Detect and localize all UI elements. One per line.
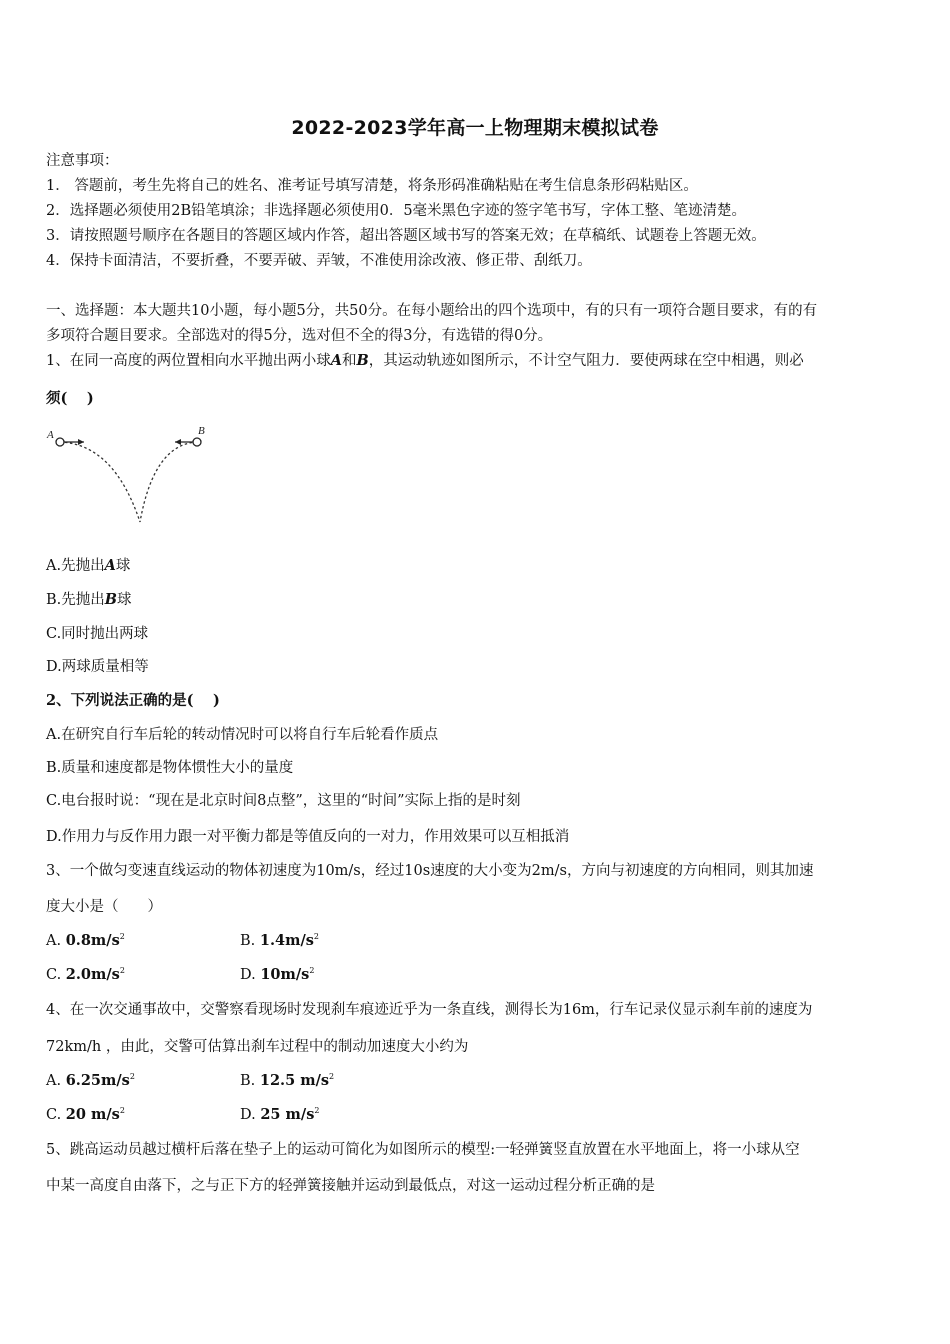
option-label: C. (46, 1107, 62, 1123)
page-title: 2022-2023学年高一上物理期末模拟试卷 (291, 117, 659, 139)
question-2-option-b: B.质量和速度都是物体惯性大小的量度 (46, 760, 294, 776)
question-5-stem-line-1: 5、跳高运动员越过横杆后落在垫子上的运动可简化为如图所示的模型:一轻弹簧竖直放置在水平地面上，将一小球从空 (46, 1142, 800, 1158)
question-3-stem-line-1: 3、一个做匀变速直线运动的物体初速度为10m/s，经过10s速度的大小变为2m/s，方向与初速度的方向相同，则其加速 (46, 863, 814, 879)
option-label: D. (240, 967, 256, 983)
notice-item-1: 1． 答题前，考生先将自己的姓名、准考证号填写清楚，将条形码准确粘贴在考生信息条形码粘贴区。 (46, 178, 698, 194)
option-value: 1.4m/s (259, 932, 314, 949)
option-value: 0.8m/s (65, 932, 120, 949)
ball-b-label: B (356, 352, 369, 369)
option-text: 球 (117, 592, 132, 608)
notice-item-3: 3．请按照题号顺序在各题目的答题区域内作答，超出答题区域书写的答案无效；在草稿纸、试题卷上答题无效。 (46, 228, 766, 244)
option-label: A. (46, 1073, 62, 1089)
ball-b (193, 438, 201, 446)
option-exponent: 2 (129, 1072, 135, 1081)
question-4-stem-line-2: 72km/h ，由此，交警可估算出刹车过程中的制动加速度大小约为 (46, 1039, 469, 1055)
question-3-option-c (46, 965, 125, 985)
option-variable: A (104, 557, 116, 574)
question-4-option-a (46, 1071, 135, 1091)
question-4-option-b (240, 1071, 334, 1091)
option-value: 10m/s (260, 966, 310, 983)
question-2-option-c: C.电台报时说：“现在是北京时间8点整”，这里的“时间”实际上指的是时刻 (46, 793, 521, 809)
question-2-option-d: D.作用力与反作用力跟一对平衡力都是等值反向的一对力，作用效果可以互相抵消 (46, 829, 570, 845)
question-1-stem (46, 351, 804, 371)
question-2-stem: 2、下列说法正确的是( ) (46, 692, 220, 709)
notice-item-4: 4．保持卡面清洁，不要折叠，不要弄破、弄皱，不准使用涂改液、修正带、刮纸刀。 (46, 253, 592, 269)
option-exponent: 2 (329, 1072, 335, 1081)
option-text: A.先抛出 (46, 558, 105, 574)
option-text: B.先抛出 (46, 592, 105, 608)
option-exponent: 2 (119, 1106, 125, 1115)
question-1-stem-part-1: 1、在同一高度的两位置相向水平抛出两小球 (46, 353, 331, 369)
question-3-option-d (240, 965, 314, 985)
question-3-option-b (240, 931, 319, 951)
option-value: 20 m/s (65, 1106, 120, 1123)
question-1-stem-line-2: 须( ) (46, 390, 94, 407)
question-4-option-d (240, 1105, 319, 1125)
question-1-option-c: C.同时抛出两球 (46, 626, 149, 642)
option-value: 6.25m/s (65, 1072, 130, 1089)
trajectory-a-curve (60, 442, 140, 522)
question-1-option-b (46, 590, 132, 610)
question-1-option-a (46, 556, 130, 576)
option-exponent: 2 (314, 1106, 320, 1115)
question-1-stem-part-3: ，其运动轨迹如图所示，不计空气阻力．要使两球在空中相遇，则必 (368, 353, 804, 369)
option-label: C. (46, 967, 62, 983)
question-1-option-d: D.两球质量相等 (46, 659, 149, 675)
velocity-arrowhead-a (78, 439, 84, 445)
notice-item-2: 2．选择题必须使用2B铅笔填涂；非选择题必须使用0．5毫米黑色字迹的签字笔书写，字体工整、笔迹清楚。 (46, 203, 747, 219)
ball-a (56, 438, 64, 446)
option-label: B. (240, 1073, 256, 1089)
option-label: D. (240, 1107, 256, 1123)
option-label: B. (240, 933, 256, 949)
option-value: 12.5 m/s (259, 1072, 330, 1089)
question-4-stem-line-1: 4、在一次交通事故中，交警察看现场时发现刹车痕迹近乎为一条直线，测得长为16m，行车记录仪显示刹车前的速度为 (46, 1002, 813, 1018)
question-3-stem-line-2: 度大小是（ ） (46, 899, 162, 915)
figure-label-a: A (47, 429, 54, 441)
section-instructions-line-1: 一、选择题：本大题共10小题，每小题5分，共50分。在每小题给出的四个选项中，有的只有一项符合题目要求，有的有 (46, 303, 818, 319)
option-value: 2.0m/s (65, 966, 120, 983)
figure-label-b: B (198, 425, 205, 437)
question-1-stem-part-2: 和 (342, 353, 357, 369)
question-4-option-c (46, 1105, 125, 1125)
option-value: 25 m/s (260, 1106, 315, 1123)
option-exponent: 2 (119, 932, 125, 941)
section-instructions-line-2: 多项符合题目要求。全部选对的得5分，选对但不全的得3分，有选错的得0分。 (46, 328, 553, 344)
option-exponent: 2 (119, 966, 125, 975)
option-exponent: 2 (309, 966, 315, 975)
velocity-arrowhead-b (175, 439, 181, 445)
option-exponent: 2 (313, 932, 319, 941)
projectile-trajectory-figure (42, 418, 222, 530)
question-3-option-a (46, 931, 125, 951)
question-5-stem-line-2: 中某一高度自由落下，之与正下方的轻弹簧接触并运动到最低点，对这一运动过程分析正确的是 (46, 1178, 655, 1194)
trajectory-b-curve (140, 442, 197, 522)
option-text: 球 (115, 558, 131, 574)
option-label: A. (46, 933, 62, 949)
option-variable: B (104, 591, 118, 608)
question-2-option-a: A.在研究自行车后轮的转动情况时可以将自行车后轮看作质点 (46, 727, 439, 743)
ball-a-label: A (330, 352, 342, 369)
notice-heading: 注意事项： (46, 153, 119, 169)
